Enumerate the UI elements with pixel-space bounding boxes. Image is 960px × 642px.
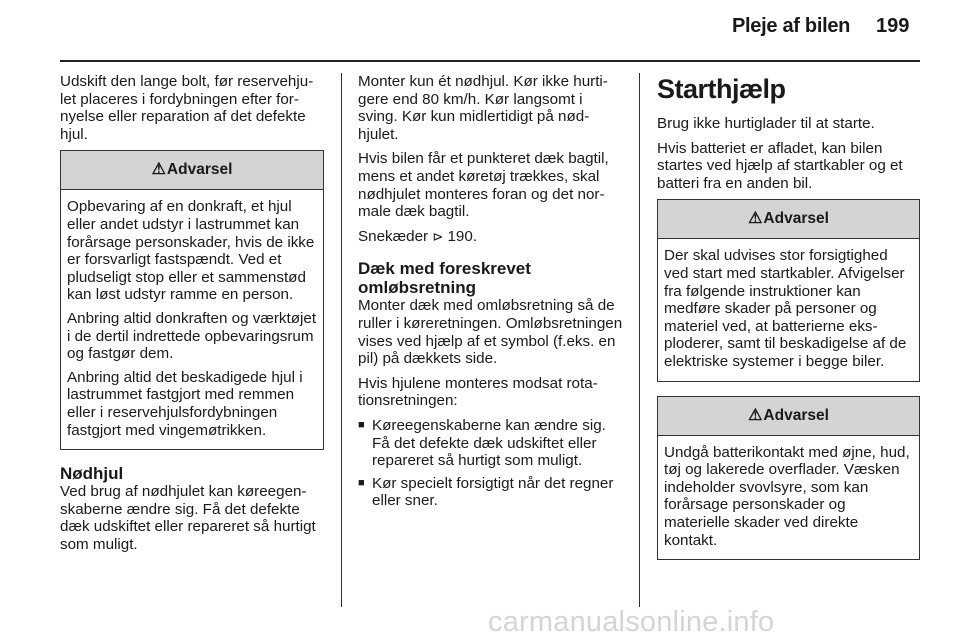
intro-paragraph: Udskift den lange bolt, før reservehjulet placeres i fordybningen efter fornyelse eller reparation af det defekte hjul. [60, 73, 314, 143]
warning-title: Advarsel [166, 161, 233, 179]
warning-paragraph: Der skal udvises stor forsigtighed ved start med startkabler. Afvigelser fra følgende instruktioner kan medføre skader på personer og materiel ved, at batterierne eksploderer, samt til beskadigelse af de elektriske systemer i begge biler. [664, 247, 907, 370]
warning-paragraph: Anbring altid donkraften og værktøjet i de dertil indrettede opbevaringsrum og fastgør dem. [67, 309, 317, 363]
column-divider-2 [639, 73, 640, 607]
warning-header [61, 151, 323, 190]
bullet-list [358, 417, 624, 510]
bullet-icon: ■ [358, 418, 365, 431]
warning-paragraph: Opbevaring af en donkraft, et hjul eller andet udstyr i lastrummet kan forårsage personskader, hvis de ikke er forsvarligt fastspændt. Ved et pludseligt stop eller et sammenstød kan løst udstyr ramme en person. [67, 198, 315, 304]
list-item-text: Kør specielt forsigtigt når det regner eller sner. [372, 474, 614, 510]
watermark: carmanualsonline.info [488, 606, 775, 638]
reference-page: 190. [447, 227, 478, 245]
warning-title: Advarsel [763, 406, 829, 424]
warning-header [658, 200, 919, 239]
warning-header [658, 397, 919, 436]
column-left [60, 73, 324, 560]
warning-title: Advarsel [763, 210, 829, 228]
reference-arrow-icon: ⊳ [432, 228, 444, 244]
warning-box-storage [60, 150, 324, 450]
section-title-omlobsretning: Dæk med foreskrevet omløbsretning [358, 259, 531, 298]
paragraph: Monter kun ét nødhjul. Kør ikke hurtigere end 80 km/h. Kør langsomt i sving. Kør kun midlertidigt på nødhjulet. [358, 73, 608, 143]
paragraph: Hvis batteriet er afladet, kan bilen startes ved hjælp af startkabler og et batteri fra en anden bil. [657, 139, 903, 192]
reference-text: Snekæder [358, 227, 429, 245]
warning-icon: ⚠ [151, 161, 166, 179]
warning-box-acid [657, 396, 920, 561]
cross-reference[interactable] [358, 228, 624, 246]
warning-box-jumpstart [657, 199, 920, 381]
paragraph: Brug ikke hurtiglader til at starte. [657, 115, 875, 132]
warning-icon: ⚠ [748, 406, 763, 424]
warning-body [658, 436, 919, 560]
section-paragraph: Ved brug af nødhjulet kan køreegenskaberne ændre sig. Få det defekte dæk udskiftet eller repareret så hurtigt som muligt. [60, 483, 316, 553]
column-right [657, 73, 920, 574]
list-item [358, 475, 624, 510]
paragraph: Hvis bilen får et punkteret dæk bagtil, mens et andet køretøj trækkes, skal nødhjulet monteres foran og det normale dæk bagtil. [358, 150, 609, 221]
list-item [358, 417, 624, 470]
column-middle [358, 73, 624, 515]
section-paragraph: Hvis hjulene monteres modsat rotationsretningen: [358, 374, 598, 410]
warning-paragraph: Undgå batterikontakt med øjne, hud, tøj og lakerede overflader. Væsken indeholder svovlsyre, som kan forårsage personskader og materielle skader ved direkte kontakt. [664, 443, 910, 549]
warning-body [658, 239, 919, 380]
warning-body [61, 190, 323, 449]
page-number: 199 [876, 15, 910, 37]
warning-icon: ⚠ [748, 210, 763, 228]
bullet-icon: ■ [358, 476, 365, 489]
warning-paragraph: Anbring altid det beskadigede hjul i lastrummet fastgjort med remmen eller i reservehjulsfordybningen fastgjort med vingemøtrikken. [67, 368, 303, 439]
header-divider [60, 60, 920, 62]
section-paragraph: Monter dæk med omløbsretning så de ruller i køreretningen. Omløbsretningen vises ved hjælp af et symbol (f.eks. en pil) på dækkets side. [358, 297, 623, 368]
column-divider-1 [341, 73, 342, 607]
section-heading-starthjaelp: Starthjælp [657, 74, 786, 104]
page-header-title: Pleje af bilen [732, 15, 851, 37]
list-item-text: Køreegenskaberne kan ændre sig. Få det defekte dæk udskiftet eller repareret så hurtigt som muligt. [372, 416, 606, 470]
section-title-nodhjul: Nødhjul [60, 464, 124, 484]
